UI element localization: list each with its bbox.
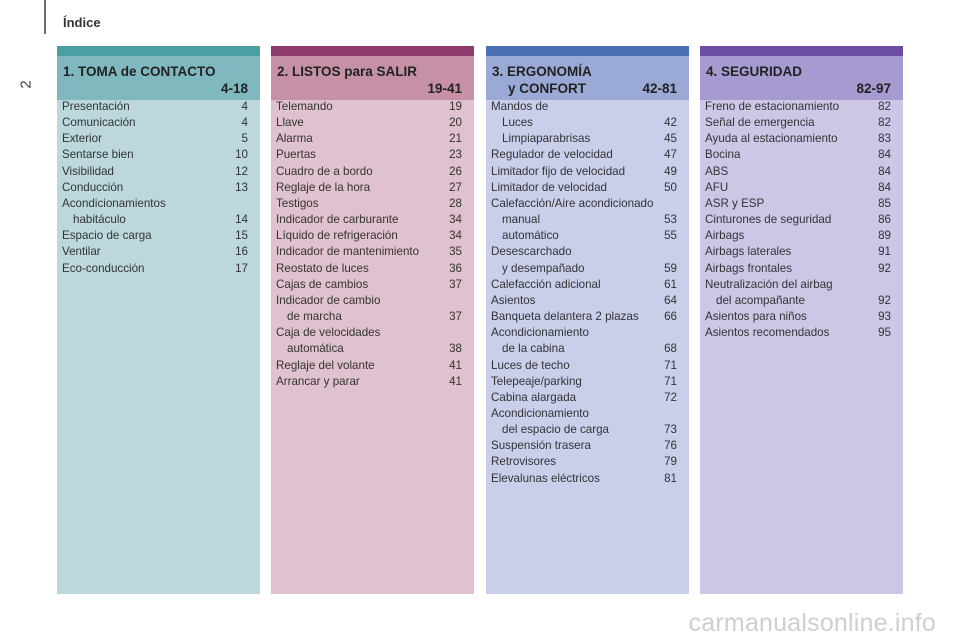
index-entry[interactable] <box>705 180 891 196</box>
section-seguridad <box>700 46 903 594</box>
index-entry-label: Indicador de cambio <box>276 293 381 307</box>
index-entry[interactable] <box>276 228 462 244</box>
index-entry-page: 93 <box>878 310 891 324</box>
index-entry-label: Cuadro de a bordo <box>276 164 373 178</box>
index-entry[interactable] <box>62 228 248 244</box>
index-entry-label: Airbags laterales <box>705 245 792 259</box>
index-entry-label: Puertas <box>276 148 316 162</box>
index-entry[interactable] <box>705 244 891 260</box>
index-entry-label: Cajas de cambios <box>276 277 369 291</box>
index-entry-page: 27 <box>449 180 462 194</box>
index-entry-label: automática <box>287 342 344 356</box>
index-entry-label: Elevalunas eléctricos <box>491 471 600 485</box>
index-entry-label: Bocina <box>705 148 741 162</box>
index-entry-label: Indicador de mantenimiento <box>276 245 420 259</box>
index-entry-label: Llave <box>276 116 304 130</box>
index-entry-page: 59 <box>664 261 677 275</box>
index-entry-page: 37 <box>449 310 462 324</box>
index-entry[interactable] <box>491 438 677 454</box>
index-entry[interactable] <box>705 164 891 180</box>
index-entry-page: 34 <box>449 229 462 243</box>
entry-list <box>276 99 462 390</box>
index-entry-page: 21 <box>449 132 462 146</box>
index-entry-page: 76 <box>664 439 677 453</box>
index-entry-page: 13 <box>235 180 248 194</box>
section-page-range: 19-41 <box>427 81 462 96</box>
index-entry-label: ASR y ESP <box>705 196 765 210</box>
index-entry[interactable] <box>491 196 677 212</box>
index-entry[interactable] <box>491 147 677 163</box>
index-entry[interactable] <box>276 212 462 228</box>
section-color-bar <box>486 46 689 56</box>
index-entry[interactable] <box>491 406 677 422</box>
index-entry-label: del espacio de carga <box>502 423 609 437</box>
section-listos-para-salir <box>271 46 474 594</box>
index-entry-label: Cinturones de seguridad <box>705 213 832 227</box>
index-entry-label: Líquido de refrigeración <box>276 229 398 243</box>
section-title: 2. LISTOS para SALIR <box>277 64 418 79</box>
index-entry[interactable] <box>705 99 891 115</box>
index-entry[interactable] <box>276 115 462 131</box>
index-entry-label: Asientos <box>491 293 536 307</box>
index-entry-page: 85 <box>878 196 891 210</box>
index-entry-label: Ayuda al estacionamiento <box>705 132 838 146</box>
index-entry[interactable] <box>705 131 891 147</box>
index-entry-label: Reglaje del volante <box>276 358 375 372</box>
index-entry[interactable] <box>491 341 677 357</box>
index-entry-label: Ventilar <box>62 245 101 259</box>
index-entry-page: 35 <box>449 245 462 259</box>
section-header[interactable] <box>57 56 260 100</box>
index-entry-page: 10 <box>235 148 248 162</box>
index-entry-page: 41 <box>449 358 462 372</box>
index-entry[interactable] <box>276 99 462 115</box>
index-entry[interactable] <box>276 309 462 325</box>
index-entry-page: 61 <box>664 277 677 291</box>
index-entry-page: 12 <box>235 164 248 178</box>
index-entry-page: 17 <box>235 261 248 275</box>
index-entry-page: 86 <box>878 213 891 227</box>
index-entry[interactable] <box>62 147 248 163</box>
index-entry-page: 15 <box>235 229 248 243</box>
index-entry[interactable] <box>276 374 462 390</box>
index-entry[interactable] <box>491 131 677 147</box>
index-entry-label: Reostato de luces <box>276 261 369 275</box>
section-header[interactable] <box>700 56 903 100</box>
index-entry-label: manual <box>502 213 541 227</box>
index-entry-label: Presentación <box>62 100 130 113</box>
index-entry-page: 66 <box>664 310 677 324</box>
index-entry-label: Calefacción/Aire acondicionado <box>491 196 654 210</box>
index-entry-page: 42 <box>664 116 677 130</box>
index-entry[interactable] <box>491 99 677 115</box>
index-entry-label: Asientos para niños <box>705 310 807 324</box>
index-entry[interactable] <box>62 212 248 228</box>
index-entry-label: Arrancar y parar <box>276 374 360 388</box>
index-entry-label: Acondicionamiento <box>491 326 589 340</box>
index-entry-page: 79 <box>664 455 677 469</box>
index-entry-page: 83 <box>878 132 891 146</box>
index-entry-label: Conducción <box>62 180 124 194</box>
index-entry[interactable] <box>491 115 677 131</box>
index-entry[interactable] <box>491 244 677 260</box>
index-entry-page: 4 <box>241 116 248 130</box>
index-entry[interactable] <box>705 325 891 341</box>
section-page-range: 4-18 <box>220 81 248 96</box>
index-entry-page: 84 <box>878 180 891 194</box>
index-entry-label: Luces de techo <box>491 358 570 372</box>
index-entry-label: Espacio de carga <box>62 229 152 243</box>
index-entry-page: 81 <box>664 471 677 485</box>
index-entry-label: AFU <box>705 180 729 194</box>
index-entry[interactable] <box>705 196 891 212</box>
index-entry-page: 47 <box>664 148 677 162</box>
index-entry[interactable] <box>491 228 677 244</box>
section-title-line2: y CONFORT <box>508 81 587 96</box>
watermark: carmanualsonline.info <box>688 609 936 637</box>
index-entry-label: Sentarse bien <box>62 148 134 162</box>
section-header[interactable] <box>486 56 689 100</box>
index-entry[interactable] <box>62 164 248 180</box>
index-entry-page: 84 <box>878 148 891 162</box>
index-entry-label: Testigos <box>276 196 319 210</box>
index-entry-page: 84 <box>878 164 891 178</box>
index-entry[interactable] <box>491 164 677 180</box>
index-entry-label: Airbags <box>705 229 745 243</box>
index-entry-page: 82 <box>878 100 891 113</box>
index-entry[interactable] <box>491 277 677 293</box>
index-entry-page: 50 <box>664 180 677 194</box>
index-entry[interactable] <box>491 180 677 196</box>
index-entry-page: 92 <box>878 293 891 307</box>
index-entry-page: 92 <box>878 261 891 275</box>
index-entry[interactable] <box>491 358 677 374</box>
index-entry-label: Regulador de velocidad <box>491 148 613 162</box>
index-entry-label: Comunicación <box>62 116 136 130</box>
index-entry-label: Calefacción adicional <box>491 277 601 291</box>
index-entry-label: Retrovisores <box>491 455 557 469</box>
section-title: 3. ERGONOMÍA <box>492 64 592 79</box>
index-entry-label: Acondicionamientos <box>62 196 166 210</box>
index-entry[interactable] <box>62 261 248 277</box>
index-entry[interactable] <box>491 454 677 470</box>
index-entry-label: Alarma <box>276 132 313 146</box>
index-entry[interactable] <box>276 244 462 260</box>
index-entry[interactable] <box>491 374 677 390</box>
index-entry-page: 41 <box>449 374 462 388</box>
index-entry-label: ABS <box>705 164 729 178</box>
index-entry-label: Desescarchado <box>491 245 572 259</box>
index-entry[interactable] <box>705 147 891 163</box>
index-entry-label: Telepeaje/parking <box>491 374 582 388</box>
index-entry-label: Limpiaparabrisas <box>502 132 591 146</box>
index-entry[interactable] <box>276 358 462 374</box>
section-color-bar <box>700 46 903 56</box>
index-entry-page: 95 <box>878 326 891 340</box>
index-entry-page: 20 <box>449 116 462 130</box>
section-toma-de-contacto <box>57 46 260 594</box>
page-number: 2 <box>17 80 35 89</box>
section-ergonomia-y-confort <box>486 46 689 594</box>
index-entry-label: Limitador fijo de velocidad <box>491 164 626 178</box>
index-entry-page: 19 <box>449 100 462 113</box>
index-entry-label: de la cabina <box>502 342 565 356</box>
section-header[interactable] <box>271 56 474 100</box>
index-entry-page: 91 <box>878 245 891 259</box>
index-entry[interactable] <box>705 309 891 325</box>
index-entry-page: 23 <box>449 148 462 162</box>
index-entry[interactable] <box>491 293 677 309</box>
index-entry[interactable] <box>705 212 891 228</box>
index-entry[interactable] <box>276 293 462 309</box>
index-entry-label: Banqueta delantera 2 plazas <box>491 310 639 324</box>
index-entry[interactable] <box>705 293 891 309</box>
index-entry[interactable] <box>491 471 677 487</box>
index-entry-page: 36 <box>449 261 462 275</box>
index-entry[interactable] <box>276 341 462 357</box>
index-entry-label: Telemando <box>276 100 333 113</box>
index-entry[interactable] <box>705 115 891 131</box>
index-entry-label: Luces <box>502 116 533 130</box>
index-entry[interactable] <box>491 422 677 438</box>
index-entry[interactable] <box>276 164 462 180</box>
index-entry-page: 82 <box>878 116 891 130</box>
index-entry-page: 71 <box>664 374 677 388</box>
index-entry[interactable] <box>705 228 891 244</box>
index-entry-page: 72 <box>664 390 677 404</box>
index-entry-label: Reglaje de la hora <box>276 180 371 194</box>
index-entry[interactable] <box>276 325 462 341</box>
index-entry-label: del acompañante <box>716 293 805 307</box>
index-entry-label: Airbags frontales <box>705 261 792 275</box>
index-entry-label: Acondicionamiento <box>491 406 589 420</box>
entry-list <box>705 99 891 341</box>
index-entry[interactable] <box>276 196 462 212</box>
entry-list <box>491 99 677 487</box>
index-entry-label: Neutralización del airbag <box>705 277 833 291</box>
index-entry-page: 68 <box>664 342 677 356</box>
index-entry[interactable] <box>491 261 677 277</box>
index-entry-page: 34 <box>449 213 462 227</box>
index-entry-page: 37 <box>449 277 462 291</box>
section-color-bar <box>57 46 260 56</box>
index-entry-label: Suspensión trasera <box>491 439 591 453</box>
section-title: 1. TOMA de CONTACTO <box>63 64 216 79</box>
index-entry-page: 64 <box>664 293 677 307</box>
index-entry[interactable] <box>491 212 677 228</box>
index-entry-label: Señal de emergencia <box>705 116 815 130</box>
entry-list <box>62 99 248 277</box>
index-entry[interactable] <box>276 147 462 163</box>
index-entry-page: 53 <box>664 213 677 227</box>
index-entry-page: 49 <box>664 164 677 178</box>
page-title: Índice <box>63 15 101 30</box>
index-entry-label: Caja de velocidades <box>276 326 381 340</box>
index-entry-page: 45 <box>664 132 677 146</box>
index-entry-page: 38 <box>449 342 462 356</box>
index-entry[interactable] <box>705 261 891 277</box>
section-color-bar <box>271 46 474 56</box>
section-page-range: 42-81 <box>642 81 677 96</box>
index-entry-label: automático <box>502 229 559 243</box>
index-entry[interactable] <box>62 99 248 115</box>
index-entry[interactable] <box>276 277 462 293</box>
index-entry[interactable] <box>491 309 677 325</box>
index-entry-label: Cabina alargada <box>491 390 577 404</box>
index-entry[interactable] <box>62 131 248 147</box>
index-entry-label: y desempañado <box>502 261 585 275</box>
index-entry-label: Freno de estacionamiento <box>705 100 840 113</box>
side-rule <box>44 0 46 34</box>
index-entry-label: Eco-conducción <box>62 261 145 275</box>
index-entry[interactable] <box>62 196 248 212</box>
index-entry-page: 16 <box>235 245 248 259</box>
index-entry-page: 89 <box>878 229 891 243</box>
index-entry[interactable] <box>491 390 677 406</box>
index-entry-label: habitáculo <box>73 213 126 227</box>
index-entry-page: 14 <box>235 213 248 227</box>
index-entry[interactable] <box>62 180 248 196</box>
index-entry-label: Exterior <box>62 132 102 146</box>
section-title: 4. SEGURIDAD <box>706 64 803 79</box>
index-entry-label: Visibilidad <box>62 164 114 178</box>
index-entry-page: 26 <box>449 164 462 178</box>
index-entry-page: 55 <box>664 229 677 243</box>
index-entry[interactable] <box>276 261 462 277</box>
index-entry-page: 5 <box>241 132 248 146</box>
index-entry-label: Indicador de carburante <box>276 213 399 227</box>
index-entry-page: 28 <box>449 196 462 210</box>
index-entry[interactable] <box>705 277 891 293</box>
index-entry[interactable] <box>62 115 248 131</box>
index-entry-page: 4 <box>241 100 248 113</box>
index-entry[interactable] <box>491 325 677 341</box>
index-entry-label: Mandos de <box>491 100 549 113</box>
section-page-range: 82-97 <box>856 81 891 96</box>
index-entry[interactable] <box>62 244 248 260</box>
index-entry[interactable] <box>276 131 462 147</box>
index-entry-page: 73 <box>664 423 677 437</box>
index-entry-label: Asientos recomendados <box>705 326 830 340</box>
index-entry[interactable] <box>276 180 462 196</box>
index-entry-page: 71 <box>664 358 677 372</box>
index-entry-label: Limitador de velocidad <box>491 180 608 194</box>
index-entry-label: de marcha <box>287 310 342 324</box>
